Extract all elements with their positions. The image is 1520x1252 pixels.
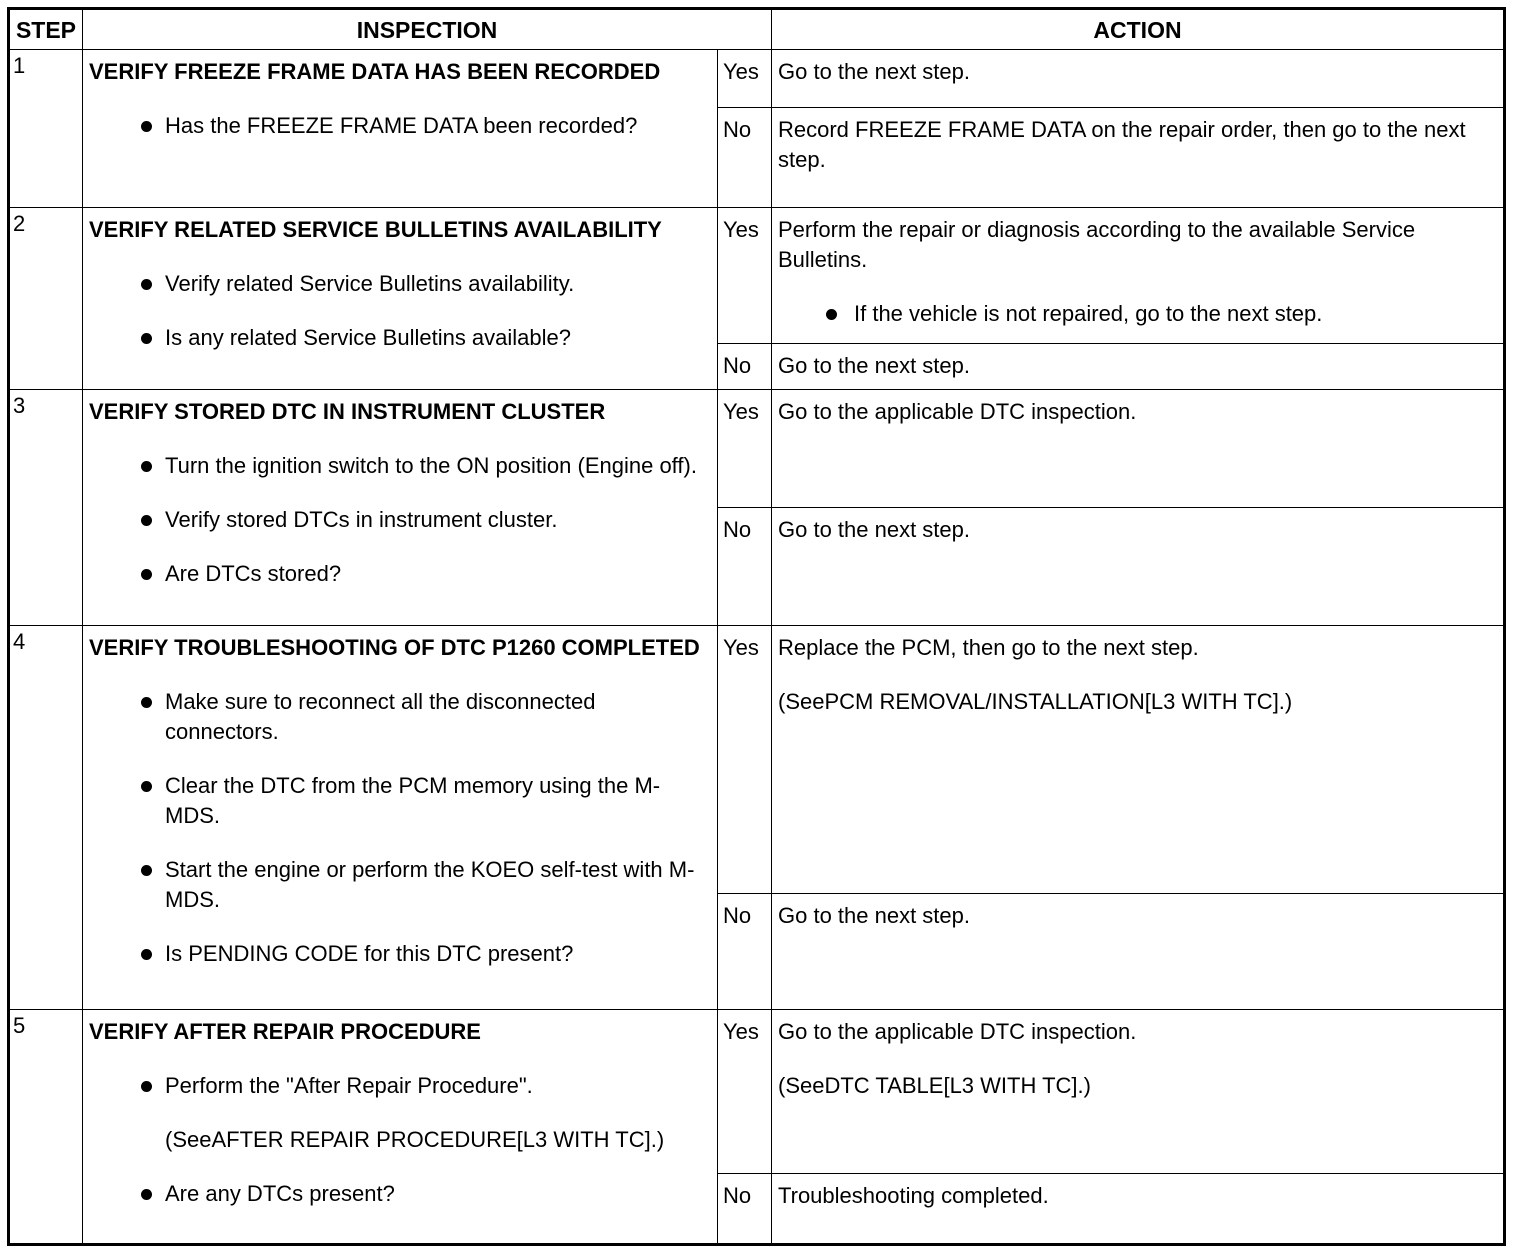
action-reference: (SeeDTC TABLE[L3 WITH TC].)	[778, 1073, 1091, 1098]
inspection-title: VERIFY TROUBLESHOOTING OF DTC P1260 COMPLETED	[89, 635, 700, 660]
inspection-bullet: Start the engine or perform the KOEO self-test with M-MDS.	[89, 855, 711, 915]
no-label: No	[717, 343, 772, 390]
inspection-cell	[82, 625, 718, 1010]
no-action: Troubleshooting completed.	[771, 1173, 1506, 1246]
inspection-bullet: Verify stored DTCs in instrument cluster.	[89, 505, 711, 535]
yes-action	[771, 1009, 1506, 1174]
bullet-icon	[141, 333, 152, 344]
header-inspection: INSPECTION	[82, 7, 772, 50]
bullet-icon	[141, 569, 152, 580]
yes-label: Yes	[717, 389, 772, 508]
yes-label: Yes	[717, 625, 772, 894]
inspection-bullet: Are any DTCs present?	[89, 1179, 711, 1209]
step-number: 5	[7, 1009, 83, 1246]
inspection-bullet: Verify related Service Bulletins availability.	[89, 269, 711, 299]
inspection-bullet: Is PENDING CODE for this DTC present?	[89, 939, 711, 969]
bullet-icon	[141, 697, 152, 708]
yes-label: Yes	[717, 207, 772, 344]
inspection-cell	[82, 389, 718, 626]
no-label: No	[717, 107, 772, 208]
yes-action: Go to the next step.	[771, 49, 1506, 108]
action-text: Go to the applicable DTC inspection.	[778, 1019, 1137, 1044]
action-text: Perform the repair or diagnosis according to the available Service Bulletins.	[778, 217, 1416, 272]
yes-action: Go to the applicable DTC inspection.	[771, 389, 1506, 508]
no-action: Go to the next step.	[771, 893, 1506, 1010]
inspection-bullet: Are DTCs stored?	[89, 559, 711, 589]
yes-label: Yes	[717, 49, 772, 108]
bullet-icon	[141, 865, 152, 876]
inspection-cell	[82, 49, 718, 208]
bullet-icon	[141, 515, 152, 526]
inspection-reference: (SeeAFTER REPAIR PROCEDURE[L3 WITH TC].)	[165, 1127, 665, 1152]
bullet-icon	[141, 461, 152, 472]
step-number: 2	[7, 207, 83, 390]
bullet-icon	[141, 1081, 152, 1092]
header-step: STEP	[7, 7, 83, 50]
header-action: ACTION	[771, 7, 1506, 50]
bullet-icon	[141, 121, 152, 132]
inspection-title: VERIFY AFTER REPAIR PROCEDURE	[89, 1019, 481, 1044]
inspection-bullet: Is any related Service Bulletins available?	[89, 323, 711, 353]
bullet-icon	[141, 279, 152, 290]
inspection-title: VERIFY STORED DTC IN INSTRUMENT CLUSTER	[89, 399, 606, 424]
inspection-bullet: Clear the DTC from the PCM memory using the M-MDS.	[89, 771, 711, 831]
no-label: No	[717, 893, 772, 1010]
bullet-icon	[141, 781, 152, 792]
yes-action	[771, 625, 1506, 894]
action-reference: (SeePCM REMOVAL/INSTALLATION[L3 WITH TC].)	[778, 689, 1293, 714]
inspection-title: VERIFY RELATED SERVICE BULLETINS AVAILABILITY	[89, 217, 662, 242]
action-bullet: If the vehicle is not repaired, go to the next step.	[778, 299, 1493, 329]
inspection-bullet: Perform the "After Repair Procedure".	[89, 1071, 711, 1101]
bullet-icon	[826, 309, 837, 320]
bullet-icon	[141, 949, 152, 960]
no-action: Go to the next step.	[771, 343, 1506, 390]
step-number: 3	[7, 389, 83, 626]
inspection-bullet: Turn the ignition switch to the ON position (Engine off).	[89, 451, 711, 481]
yes-label: Yes	[717, 1009, 772, 1174]
action-text: Replace the PCM, then go to the next step.	[778, 635, 1199, 660]
inspection-bullet: Has the FREEZE FRAME DATA been recorded?	[89, 111, 711, 141]
bullet-icon	[141, 1189, 152, 1200]
no-action: Go to the next step.	[771, 507, 1506, 626]
yes-action	[771, 207, 1506, 344]
no-label: No	[717, 507, 772, 626]
no-action: Record FREEZE FRAME DATA on the repair order, then go to the next step.	[771, 107, 1506, 208]
inspection-bullet: Make sure to reconnect all the disconnected connectors.	[89, 687, 711, 747]
inspection-title: VERIFY FREEZE FRAME DATA HAS BEEN RECORDED	[89, 59, 661, 84]
step-number: 1	[7, 49, 83, 208]
inspection-cell	[82, 1009, 718, 1246]
no-label: No	[717, 1173, 772, 1246]
inspection-cell	[82, 207, 718, 390]
step-number: 4	[7, 625, 83, 1010]
